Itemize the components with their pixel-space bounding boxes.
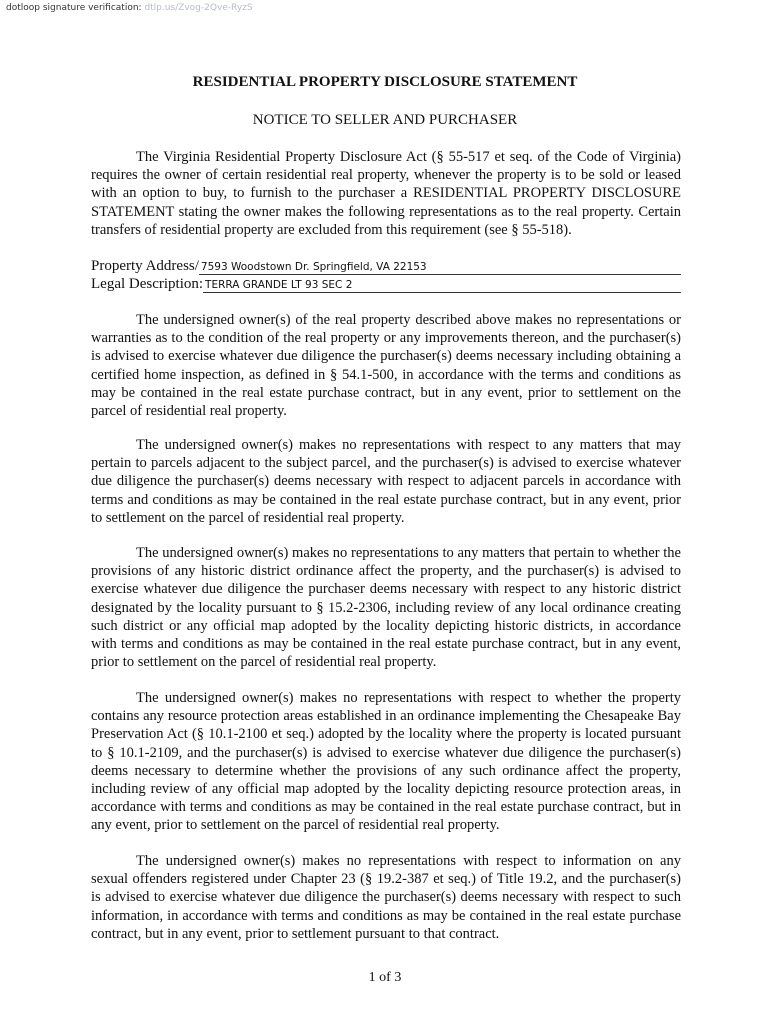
verification-label: dotloop signature verification: xyxy=(6,3,142,13)
paragraph-text: The undersigned owner(s) of the real property described above makes no representations or warranties as to the condition of the real property or any improvements thereon, and the purchaser(s) is advised to exercise whatever due diligence the purchaser(s) deems necessary including obtaining a certified home inspection, as defined in § 54.1-500, in accordance with the terms and conditions as may be contained in the real estate purchase contract, but in any event, prior to settlement on the parcel of residential real property. xyxy=(91,312,681,420)
paragraph-resource-protection xyxy=(91,689,681,835)
paragraph-text: The undersigned owner(s) makes no representations with respect to any matters that may pertain to parcels adjacent to the subject parcel, and the purchaser(s) is advised to exercise whatever due diligence the purchaser(s) deems necessary with respect to adjacent parcels in accordance with terms and conditions as may be contained in the real estate purchase contract, but in any event, prior to settlement on the parcel of residential real property. xyxy=(91,437,681,526)
property-address-value[interactable]: 7593 Woodstown Dr. Springfield, VA 22153 xyxy=(199,261,681,275)
legal-description-label: Legal Description: xyxy=(91,276,204,292)
paragraph-sexual-offenders xyxy=(91,852,681,943)
paragraph-historic-district xyxy=(91,544,681,671)
legal-description-field xyxy=(91,273,681,293)
paragraph-text: The undersigned owner(s) makes no representations with respect to information on any sexual offenders registered under Chapter 23 (§ 19.2-387 et seq.) of Title 19.2, and the purchaser(s) is advised to exercise whatever due diligence the purchaser(s) deems necessary with respect to such information, in accordance with terms and conditions as may be contained in the real estate purchase contract, but in any event, prior to settlement pursuant to that contract. xyxy=(91,853,681,942)
document-subtitle: NOTICE TO SELLER AND PURCHASER xyxy=(252,112,518,128)
paragraph-adjacent-parcels xyxy=(91,436,681,527)
property-address-label: Property Address/ xyxy=(91,258,199,274)
paragraph-text: The undersigned owner(s) makes no representations to any matters that pertain to whether the provisions of any historic district ordinance affect the property, and the purchaser(s) is advised to exercise whatever due diligence the purchaser deems necessary with respect to any historic district designated by the locality pursuant to § 15.2-2306, including review of any local ordinance creating such district or any official map adopted by the locality depicting historic districts, in accordance with terms and conditions as may be contained in the real estate purchase contract, but in any event, prior to settlement on the parcel of residential real property. xyxy=(91,545,681,671)
paragraph-text: The undersigned owner(s) makes no representations with respect to whether the property contains any resource protection areas established in an ordinance implementing the Chesapeake Bay Preservation Act (§ 10.1-2100 et seq.) adopted by the locality where the property is located pursuant to § 10.1-2109, and the purchaser(s) is advised to exercise whatever due diligence the purchaser(s) deems necessary to determine whether the provisions of any such ordinance affect the property, including review of any official map adopted by the locality depicting resource protection areas, in accordance with terms and conditions as may be contained in the real estate purchase contract, but in any event, prior to settlement on the parcel of residential real property. xyxy=(91,690,681,834)
signature-verification xyxy=(6,3,253,13)
paragraph-condition xyxy=(91,311,681,420)
legal-description-value[interactable]: TERRA GRANDE LT 93 SEC 2 xyxy=(203,279,681,293)
page-number: 1 of 3 xyxy=(368,970,402,985)
property-address-field xyxy=(91,255,681,275)
document-title: RESIDENTIAL PROPERTY DISCLOSURE STATEMENT xyxy=(192,74,578,90)
intro-paragraph: The Virginia Residential Property Disclosure Act (§ 55-517 et seq. of the Code of Virginia) requires the owner of certain residential real property, whenever the property is to be sold or leased with an option to buy, to furnish to the purchaser a RESIDENTIAL PROPERTY DISCLOSURE STATEMENT stating the owner makes the following representations as to the real property. Certain transfers of residential property are excluded from this requirement (see § 55-518). xyxy=(91,149,681,238)
intro-block xyxy=(91,148,681,239)
verification-link[interactable]: dtlp.us/Zvog-2Qve-RyzS xyxy=(144,3,253,13)
